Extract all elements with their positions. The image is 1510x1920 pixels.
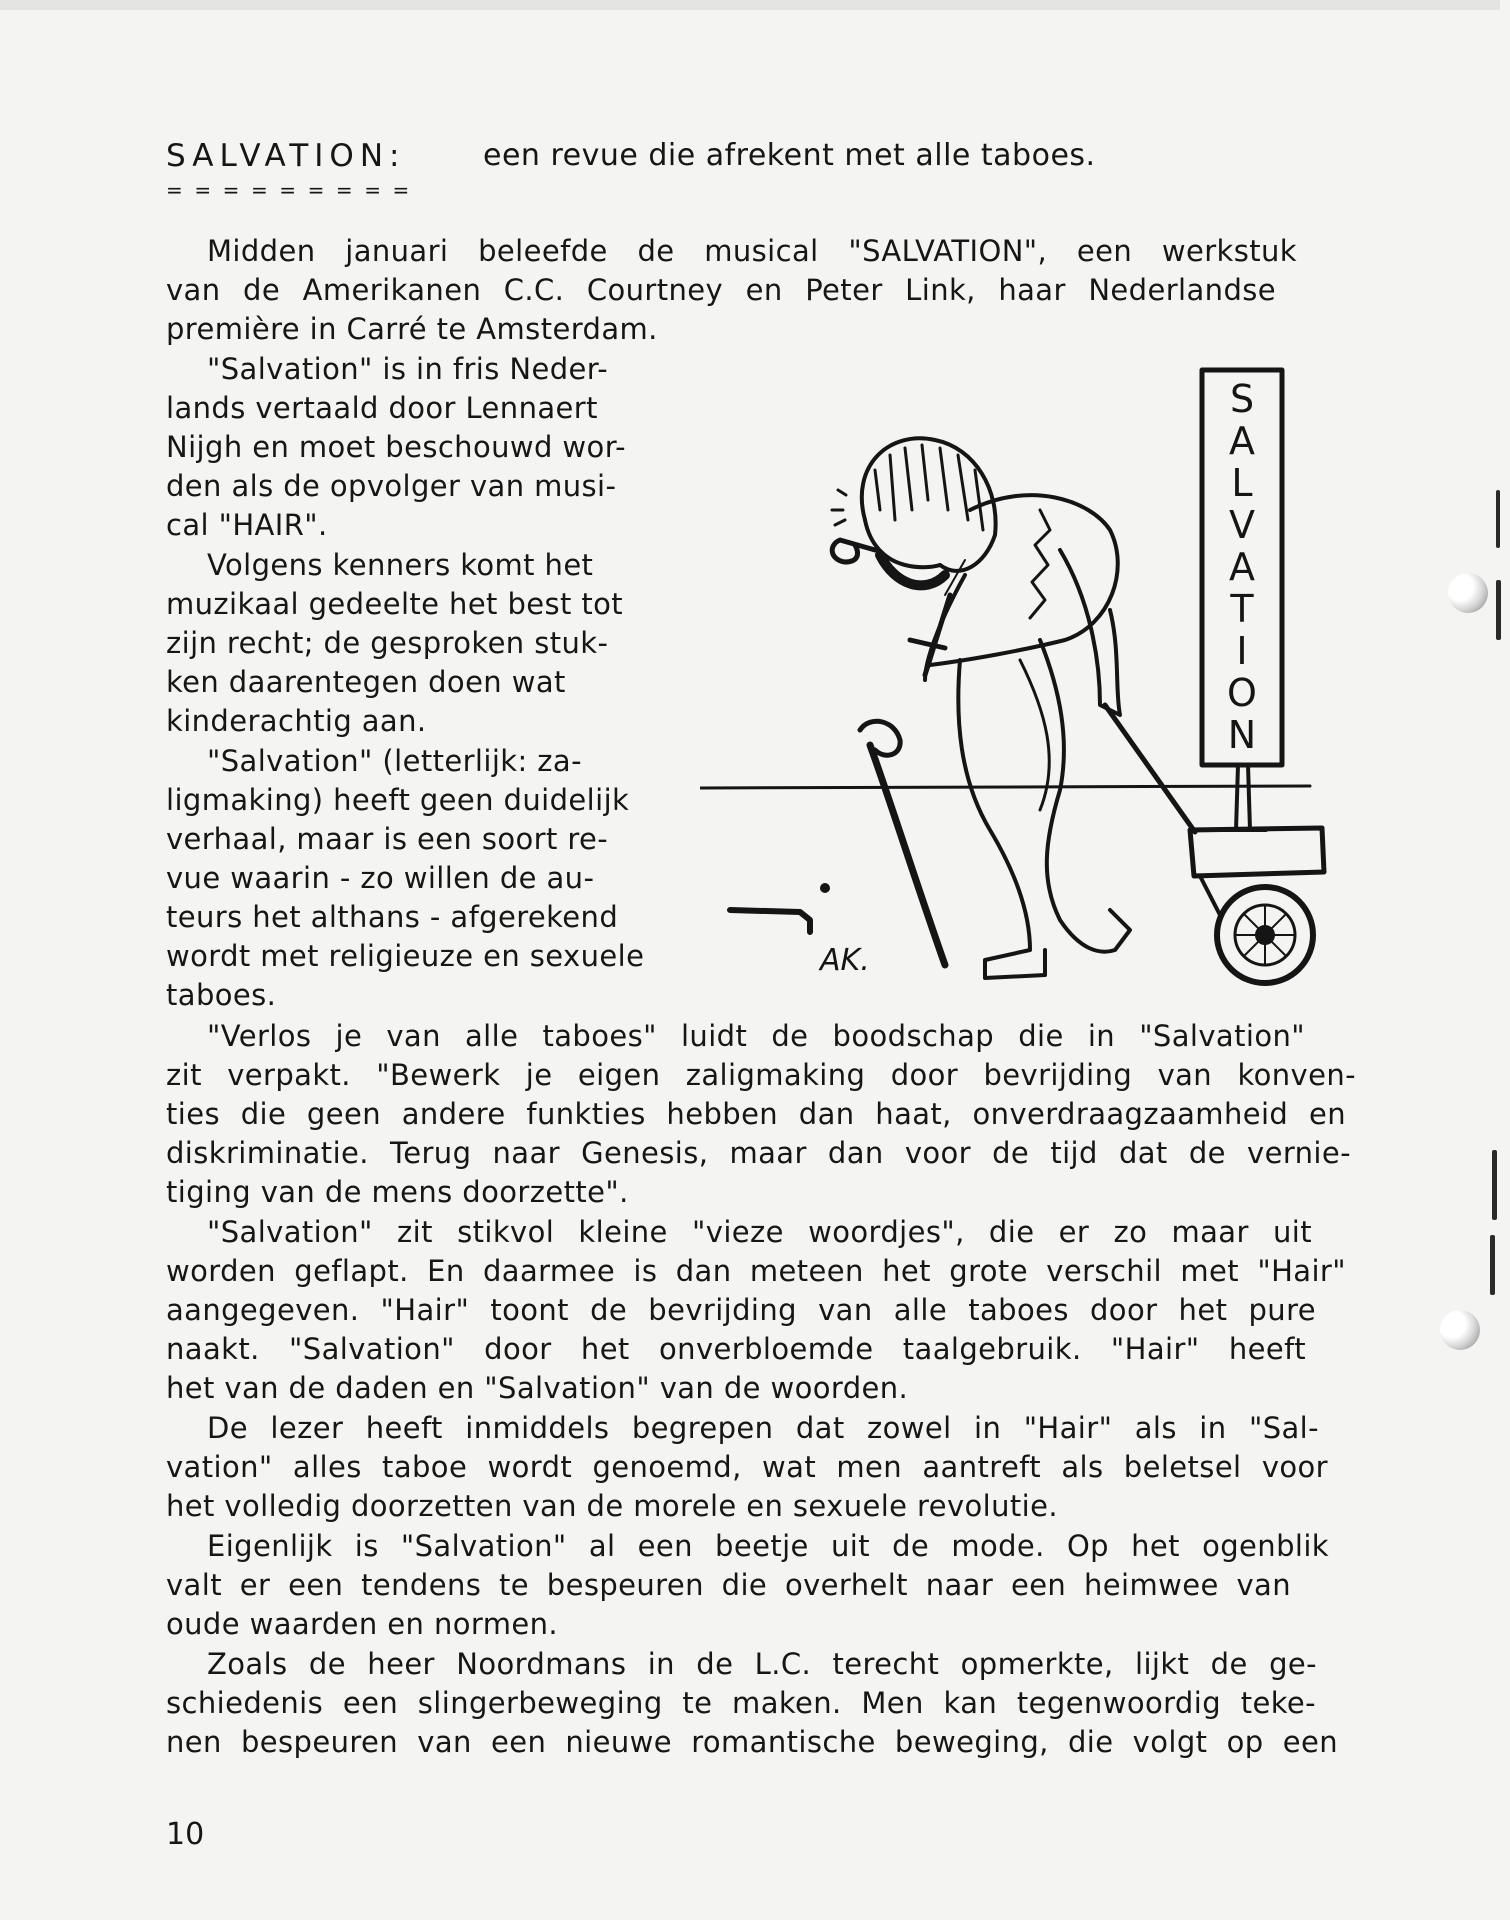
figure-leg <box>958 660 1045 978</box>
scan-mark <box>1490 1235 1495 1295</box>
artist-signature: AK. <box>820 943 870 978</box>
sign-letter: V <box>1229 503 1255 547</box>
sign-letter: T <box>1230 587 1254 631</box>
text-line: kinderachtig aan. <box>166 704 427 738</box>
figure-arm <box>1060 550 1120 715</box>
text-line: zijn recht; de gesproken stuk- <box>166 626 609 660</box>
sign-letter: N <box>1227 713 1257 757</box>
text-line: diskriminatie. Terug naar Genesis, maar dan voor de tijd dat de vernie- <box>166 1136 1351 1170</box>
text-line: muzikaal gedeelte het best tot <box>166 587 624 621</box>
text-line: van de Amerikanen C.C. Courtney en Peter Link, haar Nederlandse <box>166 273 1276 307</box>
binder-hole <box>1440 1310 1480 1350</box>
article-subtitle: een revue die afrekent met alle taboes. <box>483 138 1096 173</box>
text-line: Midden januari beleefde de musical "SALVATION", een werkstuk <box>207 234 1297 268</box>
text-line: verhaal, maar is een soort re- <box>166 822 609 856</box>
text-line: taboes. <box>166 978 277 1012</box>
title-underline: = = = = = = = = = <box>166 178 412 202</box>
cigarette <box>730 910 810 932</box>
text-line: vue waarin - zo willen de au- <box>166 861 595 895</box>
text-line: ligmaking) heeft geen duidelijk <box>166 783 630 817</box>
text-line: zit verpakt. "Bewerk je eigen zaligmaking door bevrijding van konven- <box>166 1058 1356 1092</box>
text-line: teurs het althans - afgerekend <box>166 900 619 934</box>
text-line: "Verlos je van alle taboes" luidt de boodschap die in "Salvation" <box>207 1019 1305 1053</box>
text-line: schiedenis een slingerbeweging te maken. Men kan tegenwoordig teke- <box>166 1686 1316 1720</box>
walking-cane <box>870 745 945 965</box>
text-line: aangegeven. "Hair" toont de bevrijding van alle taboes door het pure <box>166 1293 1316 1327</box>
sign-letter: L <box>1231 461 1253 505</box>
text-line: het van de daden en "Salvation" van de woorden. <box>166 1371 909 1405</box>
text-line: oude waarden en normen. <box>166 1607 558 1641</box>
scan-mark <box>1496 490 1500 548</box>
sign-letter: I <box>1236 629 1248 673</box>
text-line: De lezer heeft inmiddels begrepen dat zowel in "Hair" als in "Sal- <box>207 1411 1319 1445</box>
article-title: SALVATION: <box>166 138 406 174</box>
ground-line <box>700 786 1310 788</box>
text-line: ken daarentegen doen wat <box>166 665 566 699</box>
figure-torso <box>930 495 1118 665</box>
sign-letter: A <box>1229 419 1255 463</box>
text-line: Zoals de heer Noordmans in de L.C. terecht opmerkte, lijkt de ge- <box>207 1647 1317 1681</box>
sign-letter: S <box>1229 377 1255 421</box>
text-line: worden geflapt. En daarmee is dan meteen het grote verschil met "Hair" <box>166 1254 1346 1288</box>
text-line: naakt. "Salvation" door het onverbloemde taalgebruik. "Hair" heeft <box>166 1332 1306 1366</box>
text-line: nen bespeuren van een nieuwe romantische beweging, die volgt op een <box>166 1725 1338 1759</box>
text-line: valt er een tendens te bespeuren die overhelt naar een heimwee van <box>166 1568 1291 1602</box>
sign-letter: O <box>1227 671 1257 715</box>
text-line: tiging van de mens doorzette". <box>166 1175 629 1209</box>
scan-mark <box>1496 580 1501 640</box>
text-line: première in Carré te Amsterdam. <box>166 312 658 346</box>
sign-lettering <box>1227 377 1257 757</box>
text-line: Nijgh en moet beschouwd wor- <box>166 430 627 464</box>
pipe <box>832 540 875 562</box>
text-line: "Salvation" is in fris Neder- <box>207 352 609 386</box>
sign-post <box>1220 765 1266 830</box>
text-line: Eigenlijk is "Salvation" al een beetje uit de mode. Op het ogenblik <box>207 1529 1329 1563</box>
binder-hole <box>1448 573 1488 613</box>
figure-face <box>865 520 940 567</box>
text-line: het volledig doorzetten van de morele en sexuele revolutie. <box>166 1489 1058 1523</box>
text-line: wordt met religieuze en sexuele <box>166 939 645 973</box>
text-line: Volgens kenners komt het <box>207 548 594 582</box>
text-line: ties die geen andere funkties hebben dan haat, onverdraagzaamheid en <box>166 1097 1346 1131</box>
cart-body <box>1190 828 1324 876</box>
scan-mark <box>1492 1150 1497 1220</box>
text-line: den als de opvolger van musi- <box>166 469 617 503</box>
text-line: lands vertaald door Lennaert <box>166 391 598 425</box>
text-line: "Salvation" (letterlijk: za- <box>207 744 582 778</box>
text-line: cal "HAIR". <box>166 508 328 542</box>
sign-letter: A <box>1229 545 1255 589</box>
text-line: "Salvation" zit stikvol kleine "vieze woordjes", die er zo maar uit <box>207 1215 1312 1249</box>
page-number: 10 <box>166 1817 205 1852</box>
text-line: vation" alles taboe wordt genoemd, wat men aantreft als beletsel voor <box>166 1450 1328 1484</box>
salvation-cart-drawing <box>700 360 1340 1005</box>
cart-handle <box>1105 705 1195 832</box>
